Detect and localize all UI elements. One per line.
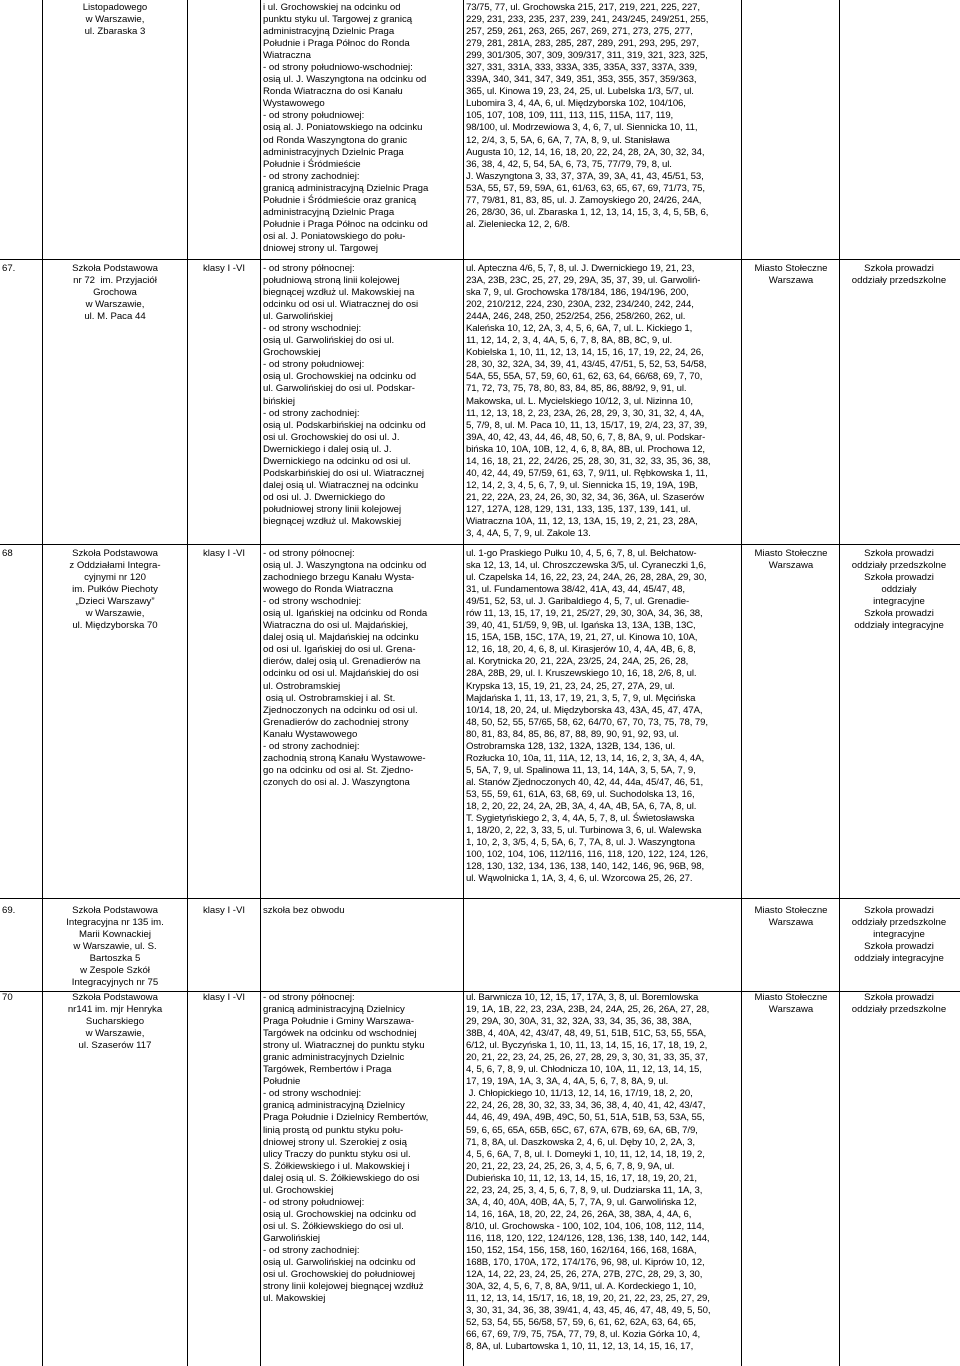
col-line-2 xyxy=(187,0,188,1366)
street-list-cell xyxy=(466,905,742,989)
area-description-cell: i ul. Grochowskiej na odcinku od punktu styku ul. Targowej z granicą administracyjną Dzielnic Praga Południe i Praga Północ do Ronda Wiatraczna - od strony południowo-wschodniej: osią ul. J. Waszyngtona na odcinku od Ronda Wiatraczna do osi Kanału Wystawowego - od strony południowej: osią al. J. Poniatowskiego na odcinku od Ronda Waszyngtona do granic administracyjnych Dzielnic Praga Południe i Śródmieście - od strony zachodniej: granicą administracyjną Dzielnic Praga Południe i Śródmieście oraz granicą administracyjną Dzielnic Praga Południe i Praga Północ na odcinku od osi al. J. Poniatowskiego do połu- dniowej strony ul. Targowej xyxy=(263,2,429,254)
street-list-cell: ul. Apteczna 4/6, 5, 7, 8, ul. J. Dwernickiego 19, 21, 23, 23A, 23B, 23C, 25, 27, 29, 29A, 35, 37, 39, ul. Garwoliń- ska 7, 9, ul. Grochowska 178/184, 186, 194/196, 200, 202, 210/212, 224, 230, 230A, 232, 234/240, 242, 244, 244A, 246, 248, 250, 252/254, 256, 258/260, 262, ul. Kaleńska 10, 12, 2A, 3, 4, 5, 6, 6A, 7, ul. L. Kickiego 1, 11, 12, 14, 2, 3, 4, 4A, 5, 6, 7, 8, 8A, 8B, 8C, 9, ul. Kobielska 1, 10, 11, 12, 13, 14, 15, 16, 17, 19, 22, 24, 26, 28, 30, 32, 32A, 34, 39, 41, 43/45, 47/51, 5, 52, 53, 54/58, 54A, 55, 55A, 57, 59, 60, 61, 62, 63, 64, 66/68, 69, 7, 70, 71, 72, 73, 75, 78, 80, 83, 84, 85, 86, 88/92, 9, 91, ul. Makowska, ul. L. Mycielskiego 10/12, 3, ul. Nizinna 10, 11, 12, 13, 18, 2, 23, 23A, 26, 28, 29, 3, 30, 31, 32, 4, 4A, 5, 7/9, 8, ul. M. Paca 10, 11, 13, 15/17, 19, 2/4, 23, 37, 39, 39A, 40, 42, 43, 44, 46, 48, 50, 6, 7, 8, 8A, 9, ul. Podskar- bińska 10, 10A, 10B, 12, 4, 6, 8, 8A, 8B, ul. Prochowa 12, 14, 16, 18, 21, 22, 24/26, 25, 28, 30, 31, 32, 33, 35, 36, 38, 40, 42, 44, 49, 57/59, 61, 63, 7, 9/11, ul. Rębkowska 1, 11, 12, 14, 2, 3, 4, 5, 6, 7, 9, ul. Siennicka 15, 19, 19A, 19B, 21, 22, 22A, 23, 24, 26, 30, 32, 34, 36, 36A, ul. Szaserów 127, 127A, 128, 129, 131, 133, 135, 137, 139, 141, ul. Wiatraczna 10A, 11, 12, 13, 13A, 15, 19, 2, 21, 23, 28A, 3, 4, 4A, 5, 7, 9, ul. Zakole 13. xyxy=(466,263,711,540)
school-name-cell: Szkoła Podstawowa Integracyjna nr 135 im. Marii Kownackiej w Warszawie, ul. S. Bartoszka 5 w Zespole Szkół Integracyjnych nr 75 xyxy=(66,905,164,989)
class-range-cell: klasy I -VI xyxy=(202,992,246,1003)
school-name-cell: Szkoła Podstawowa nr141 im. mjr Henryka Sucharskiego w Warszawie, ul. Szaserów 117 xyxy=(67,992,163,1052)
authority-cell: Miasto Stołeczne Warszawa xyxy=(754,548,828,572)
street-list-cell: 73/75, 77, ul. Grochowska 215, 217, 219, 221, 225, 227, 229, 231, 233, 235, 237, 239, 241, 243/245, 249/251, 255, 257, 259, 261, 263, 265, 267, 269, 271, 273, 275, 277, 279, 281, 281A, 283, 285, 287, 289, 291, 293, 295, 297, 299, 301/305, 307, 309, 309/317, 311, 319, 321, 323, 325, 327, 331, 331A, 333, 333A, 335, 335A, 337, 337A, 339, 339A, 340, 341, 347, 349, 351, 353, 355, 357, 359/363, 365, ul. Kinowa 19, 23, 24, 25, ul. Lubelska 1/3, 5/7, ul. Lubomira 3, 4, 4A, 6, ul. Międzyborska 102, 104/106, 105, 107, 108, 109, 111, 113, 115, 115A, 117, 119, 98/100, ul. Modrzewiowa 3, 4, 6, 7, ul. Siennicka 10, 11, 12, 2/4, 3, 5, 5A, 6, 6A, 7, 7A, 8, 9, ul. Stanisława Augusta 10, 12, 14, 16, 18, 20, 22, 24, 28, 2A, 30, 32, 34, 36, 38, 4, 42, 5, 54, 5A, 6, 73, 75, 77/79, 79, 8, ul. J. Waszyngtona 3, 33, 37, 37A, 39, 3A, 41, 43, 45/51, 53, 53A, 55, 57, 59, 59A, 61, 61/63, 63, 65, 67, 69, 71/73, 75, 77, 79/81, 81, 83, 85, ul. J. Zamoyskiego 20, 24/26, 24A, 26, 28/30, 36, ul. Zbaraska 1, 12, 13, 14, 15, 3, 4, 5, 5B, 6, al. Zieleniecka 12, 2, 6/8. xyxy=(466,2,709,230)
class-range-cell: klasy I -VI xyxy=(202,905,246,916)
authority-cell: Miasto Stołeczne Warszawa xyxy=(754,263,828,287)
notes-cell: Szkoła prowadzi oddziały przedszkolne xyxy=(851,263,947,287)
area-description-cell: - od strony północnej: osią ul. J. Waszyngtona na odcinku od zachodniego brzegu Kanału Wysta- wowego do Ronda Wiatraczna - od strony wschodniej: osią ul. Igańskiej na odcinku od Ronda Wiatraczna do osi ul. Majdańskiej, dalej osią ul. Majdańskiej na odcinku od osi ul. Igańskiej do osi ul. Grena- dierów, dalej osią ul. Grenadierów na odcinku od osi ul. Majdańskiej do osi ul. Ostrobramskiej osią ul. Ostrobramskiej i al. St. Zjednoczonych na odcinku od osi ul. Grenadierów do zachodniej strony Kanału Wystawowego - od strony zachodniej: zachodnią stroną Kanału Wystawowe- go na odcinku od osi al. St. Zjedno- czonych do osi al. J. Waszyngtona xyxy=(263,548,428,788)
row-line-2 xyxy=(0,544,960,545)
area-description-cell: szkoła bez obwodu xyxy=(263,905,345,916)
class-range-cell: klasy I -VI xyxy=(202,548,246,559)
row-number: 68 xyxy=(2,548,13,559)
row-line-1 xyxy=(0,259,960,260)
row-number: 67. xyxy=(2,263,16,274)
col-line-1 xyxy=(42,0,43,1366)
col-line-6 xyxy=(839,0,840,1366)
street-list-cell: ul. 1-go Praskiego Pułku 10, 4, 5, 6, 7, 8, ul. Bełchatow- ska 12, 13, 14, ul. Chroszczewska 3/5, ul. Cyraneczki 1,6, ul. Czapelska 14, 16, 22, 23, 24, 24A, 26, 28, 28A, 29, 30, 31, ul. Fundamentowa 38/42, 41A, 43, 44, 45/47, 48, 49/51, 52, 53, ul. J. Garibaldiego 4, 5, 7, ul. Grenadie- rów 11, 13, 15, 17, 19, 21, 25/27, 29, 30, 30A, 34, 36, 38, 39, 40, 41, 51/59, 9, 9B, ul. Igańska 13, 13A, 13B, 13C, 15, 15A, 15B, 15C, 17A, 19, 21, 27, ul. Kinowa 10, 10A, 12, 16, 18, 20, 4, 6, 8, ul. Kirasjerów 10, 4, 4A, 4B, 6, 8, al. Korytnicka 20, 21, 22A, 23/25, 24, 24A, 25, 26, 28, 28A, 28B, 29, ul. I. Kruszewskiego 10, 16, 18, 2/6, 8, ul. Krypska 13, 15, 19, 21, 23, 24, 25, 27, 27A, 29, ul. Majdańska 1, 11, 13, 17, 19, 21, 3, 5, 7, 9, ul. Męcińska 10/14, 18, 20, 24, ul. Międzyborska 43, 43A, 45, 47, 47A, 48, 50, 52, 55, 57/65, 58, 62, 64/70, 67, 70, 73, 75, 78, 79, 80, 81, 83, 84, 85, 86, 87, 88, 89, 90, 91, 92, 93, ul. Ostrobramska 128, 132, 132A, 132B, 134, 136, ul. Rozłucka 10, 10a, 11, 11A, 12, 13, 14, 16, 2, 3, 3A, 4, 4A, 5, 5A, 7, 9, ul. Spalinowa 11, 13, 14, 14A, 3, 5, 5A, 7, 9, al. Stanów Zjednoczonych 40, 42, 44, 44a, 45/47, 46, 51, 53, 55, 59, 61, 61A, 63, 68, 69, ul. Suchodolska 13, 16, 18, 2, 20, 22, 24, 2A, 2B, 3A, 4, 4A, 4B, 5A, 6, 7A, 8, ul. T. Sygietyńskiego 2, 3, 4, 4A, 5, 7, 8, ul. Świetosławska 1, 18/20, 2, 22, 3, 33, 5, ul. Turbinowa 3, 6, ul. Walewska 1, 10, 2, 3, 3/5, 4, 5, 5A, 6, 7, 7A, 8, ul. J. Waszyngtona 100, 102, 104, 106, 112/116, 116, 118, 120, 122, 124, 126, 128, 130, 132, 134, 136, 138, 140, 142, 146, 96, 96B, 98, ul. Wąwolnicka 1, 1A, 3, 4, 6, ul. Wzorcowa 25, 26, 27. xyxy=(466,548,709,885)
row-number: 70 xyxy=(2,992,13,1003)
class-range-cell: klasy I -VI xyxy=(202,263,246,274)
school-name-cell: Szkoła Podstawowa nr 72 im. Przyjaciół Grochowa w Warszawie, ul. M. Paca 44 xyxy=(72,263,158,323)
street-list-cell: ul. Barwnicza 10, 12, 15, 17, 17A, 3, 8, ul. Boremlowska 19, 1A, 1B, 22, 23, 23A, 23B, 24, 24A, 25, 26, 26A, 27, 28, 29, 29A, 30, 30A, 31, 32, 32A, 33, 34, 35, 36, 38, 38A, 38B, 4, 40A, 42, 43/47, 48, 49, 51, 51B, 51C, 53, 55, 55A, 6/12, ul. Byczyńska 1, 10, 11, 13, 14, 15, 16, 17, 18, 19, 2, 20, 21, 22, 23, 24, 25, 26, 27, 28, 29, 3, 30, 31, 33, 35, 37, 4, 5, 6, 7, 8, 9, ul. Chłodnicza 10, 10A, 11, 12, 13, 14, 15, 17, 19, 19A, 1A, 3, 3A, 4, 4A, 5, 6, 7, 8, 8A, 9, ul. J. Chłopickiego 10, 11/13, 12, 14, 16, 17/19, 18, 2, 20, 22, 24, 26, 28, 30, 32, 33, 34, 36, 38, 4, 40, 41, 42, 43/47, 44, 46, 49, 49A, 49B, 49C, 50, 51, 51A, 51B, 53, 53A, 55, 59, 6, 65, 65A, 65B, 65C, 67, 67A, 67B, 69, 6A, 6B, 7/9, 71, 8, 8A, ul. Daszkowska 2, 4, 6, ul. Dęby 10, 2, 2A, 3, 4, 5, 6, 6A, 7, 8, ul. I. Domeyki 1, 10, 11, 12, 14, 18, 19, 2, 20, 21, 22, 23, 24, 25, 26, 3, 4, 5, 6, 7, 8, 9, 9A, ul. Dubieńska 10, 11, 12, 13, 14, 15, 16, 17, 18, 19, 20, 21, 22, 23, 24, 25, 3, 4, 5, 6, 7, 8, 9, ul. Dudziarska 11, 1A, 3, 3A, 4, 40, 40A, 40B, 4A, 5, 7, 7A, 9, ul. Garwolińska 12, 14, 16, 16A, 18, 20, 22, 24, 26, 26A, 38, 38A, 4, 4A, 6, 8/10, ul. Grochowska - 100, 102, 104, 106, 108, 112, 114, 116, 118, 120, 122, 124/126, 128, 136, 138, 140, 142, 144, 150, 152, 154, 156, 158, 160, 162/164, 166, 168, 168A, 168B, 170, 170A, 172, 174/176, 96, 98, ul. Kiprów 10, 12, 12A, 14, 22, 23, 24, 25, 26, 27A, 27B, 27C, 28, 29, 3, 30, 30A, 32, 4, 5, 6, 7, 8, 8A, 9/11, ul. A. Kordeckiego 1, 10, 11, 12, 13, 14, 15/17, 16, 18, 19, 20, 21, 22, 23, 25, 27, 29, 3, 30, 31, 34, 36, 38, 39/41, 4, 43, 45, 46, 47, 48, 49, 5, 50, 52, 53, 54, 55, 56/58, 57, 59, 6, 61, 62, 62A, 63, 64, 65, 66, 67, 69, 7/9, 75, 75A, 77, 79, 8, ul. Kozia Górka 10, 4, 8, 8A, ul. Lubartowska 1, 10, 11, 12, 13, 14, 15, 16, 17, xyxy=(466,992,711,1353)
school-name-cell: Szkoła Podstawowa z Oddziałami Integra- cyjnymi nr 120 im. Pułków Piechoty „Dzieci Warszawy” w Warszawie, ul. Międzyborska 70 xyxy=(69,548,161,632)
notes-cell: Szkoła prowadzi oddziały przedszkolne xyxy=(851,992,947,1016)
area-description-cell: - od strony północnej: południową stroną linii kolejowej biegnącej wzdłuż ul. Makowskiej na odcinku od osi ul. Wiatracznej do osi ul. Garwolińskiej - od strony wschodniej: osią ul. Garwolińskiej do osi ul. Grochowskiej - od strony południowej: osią ul. Grochowskiej na odcinku od ul. Garwolińskiej do osi ul. Podskar- bińskiej - od strony zachodniej: osią ul. Podskarbińskiej na odcinku od osi ul. Grochowskiej do osi ul. J. Dwernickiego i dalej osią ul. J. Dwernickiego na odcinku od osi ul. Podskarbińskiej do osi ul. Wiatracznej dalej osią ul. Wiatracznej na odcinku od osi ul. J. Dwernickiego do południowej strony linii kolejowej biegnącej wzdłuż ul. Makowskiej xyxy=(263,263,426,527)
notes-cell: Szkoła prowadzi oddziały przedszkolne Szkoła prowadzi oddziały integracyjne Szkoła prowadzi oddziały integracyjne xyxy=(851,548,947,632)
row-number: 69. xyxy=(2,905,16,916)
authority-cell: Miasto Stołeczne Warszawa xyxy=(754,905,828,929)
authority-cell: Miasto Stołeczne Warszawa xyxy=(754,992,828,1016)
area-description-cell: - od strony północnej: granicą administracyjną Dzielnicy Praga Południe i Gminy Warszawa- Targówek na odcinku od wschodniej strony ul. Wiatracznej do punktu styku granic administracyjnych Dzielnic Targówek, Rembertów i Praga Południe - od strony wschodniej: granicą administracyjną Dzielnicy Praga Południe i Dzielnicy Rembertów, linią prostą od punktu styku połu- dniowej strony ul. Szerokiej z osią ulicy Traczy do punktu styku osi ul. S. Żółkiewskiego i ul. Makowskiej i dalej osią ul. S. Żółkiewskiego do osi ul. Grochowskiej - od strony południowej: osią ul. Grochowskiej na odcinku od osi ul. S. Żółkiewskiego do osi ul. Garwolińskiej - od strony zachodniej: osią ul. Garwolińskiej na odcinku od osi ul. Grochowskiej do południowej strony linii kolejowej biegnącej wzdłuż ul. Makowskiej xyxy=(263,992,429,1305)
col-line-3 xyxy=(260,0,261,1366)
row-line-3 xyxy=(0,898,960,899)
notes-cell: Szkoła prowadzi oddziały przedszkolne integracyjne Szkoła prowadzi oddziały integracyjne xyxy=(851,905,947,965)
col-line-4 xyxy=(463,0,464,1366)
school-name-cell: Listopadowego w Warszawie, ul. Zbaraska 3 xyxy=(82,2,148,38)
